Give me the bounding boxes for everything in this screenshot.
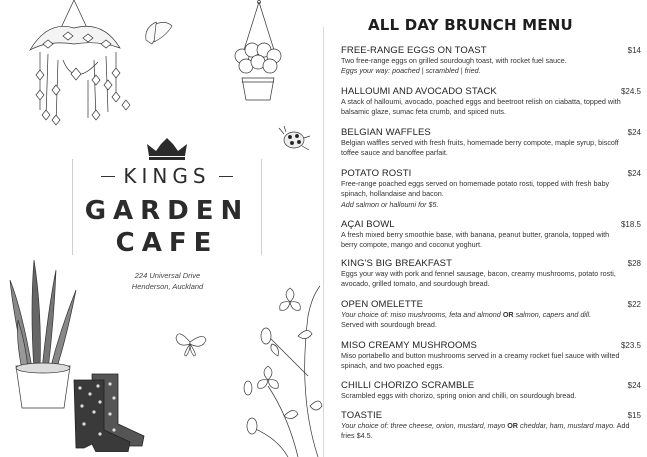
choice-or: OR [502, 310, 514, 319]
item-price: $24 [627, 128, 641, 137]
menu-item [341, 410, 641, 442]
item-description: Free-range poached eggs served on homemade potato rosti, topped with fresh baby spinach, hollandaise and bacon. [341, 179, 610, 199]
address-city: Henderson, Auckland [131, 282, 204, 291]
panel-divider [323, 27, 324, 457]
choice-a: Your choice of: three cheese, onion, mustard, mayo [341, 421, 508, 430]
item-price: $23.5 [620, 341, 641, 350]
flowering-branches-illustration [228, 276, 323, 457]
item-price: $15 [627, 411, 641, 420]
item-price: $22 [627, 300, 641, 309]
item-name: TOASTIE [341, 410, 383, 421]
item-price: $24 [627, 381, 641, 390]
item-note: Add salmon or halloumi for $5. [341, 199, 439, 209]
menu-item [341, 299, 641, 331]
item-name: HALLOUMI AND AVOCADO STACK [341, 86, 497, 97]
item-name: MISO CREAMY MUSHROOMS [341, 340, 477, 351]
item-description: Belgian waffles served with fresh fruits, homemade berry compote, maple syrup, biscoff toffee sauce and banoffee parfait. [341, 138, 619, 158]
choice-a: Your choice of: miso mushrooms, feta and almond [341, 310, 503, 319]
choice-b: cheddar, ham, mustard mayo. [518, 421, 616, 430]
choice-or: OR [507, 421, 518, 430]
item-description: Served with sourdough bread. [341, 320, 437, 330]
item-note: Eggs your way: poached | scrambled | fried. [341, 66, 481, 76]
choice-b: salmon, capers and dill. [513, 310, 592, 319]
item-name: KING'S BIG BREAKFAST [341, 258, 452, 269]
item-price: $28 [627, 259, 641, 268]
menu-item [341, 219, 641, 251]
item-name: AÇAI BOWL [341, 219, 395, 230]
item-description: Eggs your way with pork and fennel sausage, bacon, creamy mushrooms, potato rosti, avocado, grilled tomato, and sourdough bread. [341, 269, 616, 289]
snake-plant-illustration [8, 250, 78, 410]
item-addon: Add fries $4.5. [341, 421, 630, 441]
brand-kings: KINGS [123, 164, 211, 188]
ladybug-illustration [276, 124, 312, 154]
dash-right [219, 176, 233, 177]
item-name: POTATO ROSTI [341, 168, 412, 179]
butterfly-illustration-2 [172, 328, 208, 358]
cafe-logo [72, 138, 262, 256]
menu-item [341, 340, 641, 372]
menu-item [341, 127, 641, 159]
menu-title: ALL DAY BRUNCH MENU [368, 16, 573, 34]
cafe-address [100, 270, 235, 292]
menu-item [341, 258, 641, 290]
menu-item [341, 380, 641, 401]
menu-item [341, 168, 641, 210]
rain-boots-illustration [70, 372, 146, 452]
item-price: $18.5 [620, 220, 641, 229]
item-name: BELGIAN WAFFLES [341, 127, 431, 138]
menu-item [341, 86, 641, 118]
hanging-plant-illustration [18, 0, 130, 135]
item-description: Miso portabello and button mushrooms served in a creamy rocket fuel sauce with wilted spinach, and two poached eggs. [341, 351, 620, 371]
item-price: $14 [627, 46, 641, 55]
cover-panel [0, 0, 323, 457]
menu-panel [330, 0, 647, 457]
butterfly-illustration [142, 18, 176, 48]
item-choices [341, 421, 641, 442]
item-description: Scrambled eggs with chorizo, spring onion and chilli, on sourdough bread. [341, 391, 577, 400]
item-description: A stack of halloumi, avocado, poached eggs and beetroot relish on ciabatta, topped with balsamic glaze, sumac feta crumb, and spiced nuts. [341, 97, 621, 117]
item-description: A fresh mixed berry smoothie base, with banana, peanut butter, granola, topped with berry compote, mango and coconut yoghurt. [341, 230, 610, 250]
address-street: 224 Universal Drive [134, 271, 201, 280]
item-name: FREE-RANGE EGGS ON TOAST [341, 45, 487, 56]
crown-icon [145, 138, 189, 160]
dash-left [101, 176, 115, 177]
item-name: CHILLI CHORIZO SCRAMBLE [341, 380, 475, 391]
brand-cafe: CAFE [115, 228, 219, 258]
item-price: $24.5 [620, 87, 641, 96]
item-choices [341, 310, 641, 320]
menu-item [341, 45, 641, 77]
brand-garden: GARDEN [84, 196, 250, 226]
item-description: Two free-range eggs on grilled sourdough toast, with rocket fuel sauce. [341, 56, 567, 65]
item-name: OPEN OMELETTE [341, 299, 424, 310]
hanging-flower-pot-illustration [228, 0, 286, 104]
item-price: $24 [627, 169, 641, 178]
